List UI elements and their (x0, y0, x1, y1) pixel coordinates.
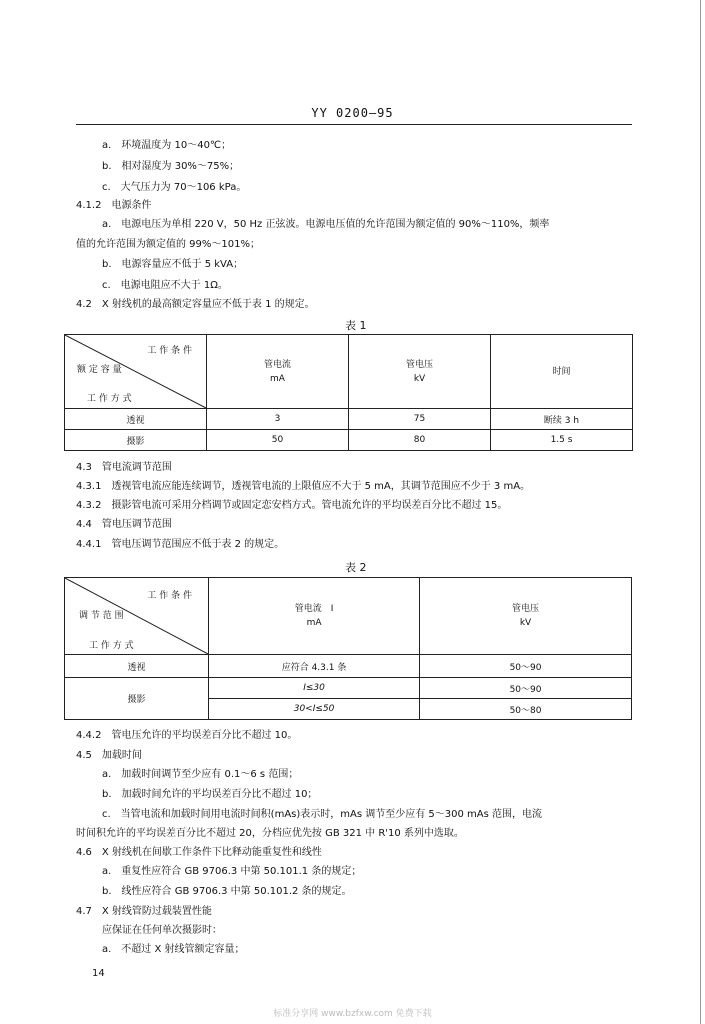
table-cell: 75 (349, 409, 491, 430)
table-cell: 80 (349, 430, 491, 451)
text-line: b. 电源容量应不低于 5 kVA； (102, 259, 244, 270)
table-cell: 1.5 s (491, 430, 633, 451)
text-line: c. 当管电流和加载时间用电流时间积(mAs)表示时，mAs 调节至少应有 5～300 mAs 范围，电流 (102, 809, 543, 820)
table-cell: 透视 (65, 409, 207, 430)
text-line: c. 大气压力为 70～106 kPa。 (102, 182, 247, 193)
table-cell: 摄影 (65, 430, 207, 451)
page-number: 14 (92, 968, 105, 979)
text-line: a. 环境温度为 10～40℃； (102, 140, 232, 151)
table-cell: 50～80 (420, 699, 632, 720)
corner-bottom-label: 工 作 方 式 (87, 394, 132, 404)
corner-mid-label: 额 定 容 量 (77, 365, 122, 375)
table-row (65, 678, 632, 699)
text-line: 4.3.2 摄影管电流可采用分档调节或固定恋安档方式。管电流允许的平均误差百分比不超过 15。 (76, 500, 508, 511)
table1-corner-cell (65, 335, 207, 409)
table-cell: 断续 3 h (491, 409, 633, 430)
text-line: a. 加载时间调节至少应有 0.1～6 s 范围； (102, 769, 299, 780)
text-line: 4.3.1 透视管电流应能连续调节，透视管电流的上限值应不大于 5 mA，其调节范围应不少于 3 mA。 (76, 481, 531, 492)
section-heading: 4.1.2 电源条件 (76, 200, 152, 211)
table-cell: I≤30 (209, 678, 420, 699)
text-line: a. 重复性应符合 GB 9706.3 中第 50.101.1 条的规定； (102, 866, 362, 877)
table2-corner-cell (65, 578, 209, 655)
corner-bottom-label: 工 作 方 式 (89, 641, 134, 651)
text-line: 4.4.1 管电压调节范围应不低于表 2 的规定。 (76, 539, 285, 550)
section-heading: 4.2 X 射线机的最高额定容量应不低于表 1 的规定。 (76, 299, 315, 310)
text-line: 应保证在任何单次摄影时： (102, 925, 222, 936)
standard-header: YY 0200—95 (311, 106, 394, 120)
text-line: 时间积允许的平均误差百分比不超过 20，分档应优先按 GB 321 中 R'10 系列中选取。 (76, 828, 464, 839)
text-line: 值的允许范围为额定值的 99%～101%； (76, 239, 260, 250)
table1 (64, 334, 633, 451)
table2-caption: 表 2 (345, 561, 367, 574)
header-rule (76, 124, 632, 125)
table-cell: 50～90 (420, 678, 632, 699)
table2-header: 管电压 kV (420, 578, 632, 655)
corner-top-label: 工 作 条 件 (147, 346, 192, 356)
table2-header: 管电流 I mA (209, 578, 420, 655)
text-line: b. 加载时间允许的平均误差百分比不超过 10； (102, 789, 318, 800)
table-row (65, 655, 632, 678)
table1-header: 管电流 mA (207, 335, 349, 409)
text-line: c. 电源电阻应不大于 1Ω。 (102, 280, 228, 291)
table1-caption: 表 1 (345, 319, 367, 332)
text-line: a. 不超过 X 射线管额定容量； (102, 944, 245, 955)
table1-header: 时间 (491, 335, 633, 409)
text-line: 4.4.2 管电压允许的平均误差百分比不超过 10。 (76, 730, 298, 741)
table-row (65, 430, 633, 451)
table-cell: 50 (207, 430, 349, 451)
table2 (64, 577, 632, 720)
section-heading: 4.6 X 射线机在间歇工作条件下比释动能重复性和线性 (76, 847, 322, 858)
table-cell: 3 (207, 409, 349, 430)
table-cell: 应符合 4.3.1 条 (209, 655, 420, 678)
table1-header: 管电压 kV (349, 335, 491, 409)
text-line: a. 电源电压为单相 220 V，50 Hz 正弦波。电源电压值的允许范围为额定值的 90%～110%，频率 (102, 219, 550, 230)
section-heading: 4.7 X 射线管防过载装置性能 (76, 906, 212, 917)
page-edge (700, 0, 701, 1024)
corner-mid-label: 调 节 范 围 (79, 611, 124, 621)
table-cell: 30<I≤50 (209, 699, 420, 720)
section-heading: 4.4 管电压调节范围 (76, 519, 172, 530)
text-line: b. 相对湿度为 30%～75%； (102, 161, 240, 172)
table-cell: 50～90 (420, 655, 632, 678)
section-heading: 4.5 加载时间 (76, 750, 142, 761)
corner-top-label: 工 作 条 件 (147, 591, 192, 601)
text-line: b. 线性应符合 GB 9706.3 中第 50.101.2 条的规定。 (102, 886, 352, 897)
table-row (65, 409, 633, 430)
watermark: 标准分享网 www.bzfxw.com 免费下载 (273, 1009, 432, 1019)
section-heading: 4.3 管电流调节范围 (76, 462, 172, 473)
table-cell: 透视 (65, 655, 209, 678)
table-cell: 摄影 (65, 678, 209, 720)
